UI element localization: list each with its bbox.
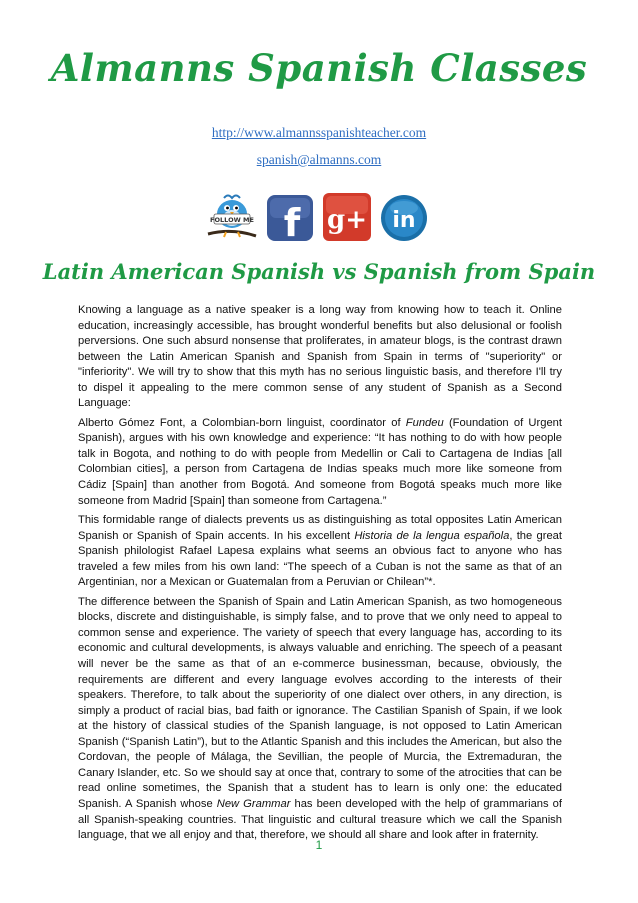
- paragraph-4-text-b: has been developed with the help of grammarians of all Spanish-speaking countries. That linguistic and cultural treasure which we call the Spanish language, that we all enjoy and that, therefore, we should all share and look after in fraternity.: [78, 797, 562, 842]
- paragraph-3-text-a: This formidable range of dialects prevents us as distinguishing as total opposites Latin American Spanish or Spanish of Spain accents. In his excellent: [78, 514, 562, 542]
- paragraph-2-text-b: (Foundation of Urgent Spanish), argues with his own knowledge and experience: “It has nothing to do with how people talk in Bogota, and nothing to do with people from Medellin or Cali to Cartagena de Indias [all Colombian cities], a person from Cartagena de Indias speaks much more like someone from Cádiz [Spain] than another from Bogotá. And someone from Bogotá speaks much more like someone from Madrid [Spain] than someone from Cartagena.”: [78, 416, 562, 507]
- paragraph-1: [78, 303, 562, 412]
- site-title: Almanns Spanish Classes: [50, 46, 588, 90]
- paragraph-1-text: Knowing a language as a native speaker is a long way from knowing how to teach it. Online education, increasingly accessible, has brought wonderful benefits but also delusional or foolish perversions. One such absurd nonsense that proliferates, in amateur blogs, is the contrast drawn between the Latin American Spanish and Spanish from Spain in terms of "superiority" or "inferiority". We will try to show that this myth has no serious linguistic basis, and therefore I'll try to dispel it appealing to the mere common sense of any student of Spanish as a Second Language:: [78, 304, 562, 410]
- paragraph-4: [78, 595, 562, 844]
- google-plus-glyph: g+: [327, 205, 367, 235]
- paragraph-4-text-a: The difference between the Spanish of Spain and Latin American Spanish, as two homogeneous blocks, discrete and distinguishable, is simply false, and to prove that we only need to appeal to common sense and experience. The variety of speech that every language has, according to its economic and cultural developments, is always valuable and enriching. The speech of a peasant will never be the same as that of an e-commerce businessman, because, obviously, the requirements are different and every language evolves according to the interests of their speakers. Therefore, to talk about the superiority of one dialect over others, in any direction, is simply a product of racial bias, bad faith or ignorance. The Castilian Spanish of Spain, if we look at the history of classical studies of the Spanish language, is not opposed to Latin American Spanish (“Spanish Latin”), but to the Atlantic Spanish and this includes the American, but also the Cordovan, the people of Málaga, the Sevillian, the people of Murcia, the Extremaduran, the Canary Islander, etc. So we should say at once that, contrary to some of the atrocities that can be read online sometimes, the Spanish that a student has to learn is only one: the educated Spanish. A Spanish whose: [78, 595, 562, 810]
- linkedin-icon[interactable]: [380, 194, 428, 242]
- google-plus-icon[interactable]: [322, 192, 372, 242]
- follow-me-label: FOLLOW ME: [210, 216, 254, 224]
- article-title: Latin American Spanish vs Spanish from Spain: [42, 259, 596, 284]
- paragraph-3: [78, 513, 562, 591]
- twitter-bird-icon[interactable]: [206, 192, 258, 242]
- facebook-icon[interactable]: [266, 194, 314, 242]
- facebook-glyph: f: [283, 201, 301, 242]
- fundeu-emphasis: Fundeu: [405, 416, 444, 429]
- website-link[interactable]: http://www.almannsspanishteacher.com: [211, 125, 427, 140]
- email-link[interactable]: spanish@almanns.com: [256, 152, 382, 167]
- new-grammar-emphasis: New Grammar: [216, 797, 291, 810]
- paragraph-3-text-b: , the great Spanish philologist Rafael Lapesa explains what seems an obvious fact to anyone who has traveled a few miles from his own land: “The speech of a Cuban is not the same as that of an Argentinian, nor a Mexican or Guatemalan from a Peruvian or Chilean”*.: [78, 529, 562, 589]
- paragraph-2: [78, 416, 562, 509]
- article-body: [78, 303, 562, 848]
- linkedin-glyph: in: [392, 208, 416, 233]
- social-icons-row: [206, 186, 428, 242]
- paragraph-2-text-a: Alberto Gómez Font, a Colombian-born linguist, coordinator of: [78, 416, 406, 429]
- book-title-emphasis: Historia de la lengua española: [354, 529, 510, 542]
- page-number: 1: [315, 838, 323, 852]
